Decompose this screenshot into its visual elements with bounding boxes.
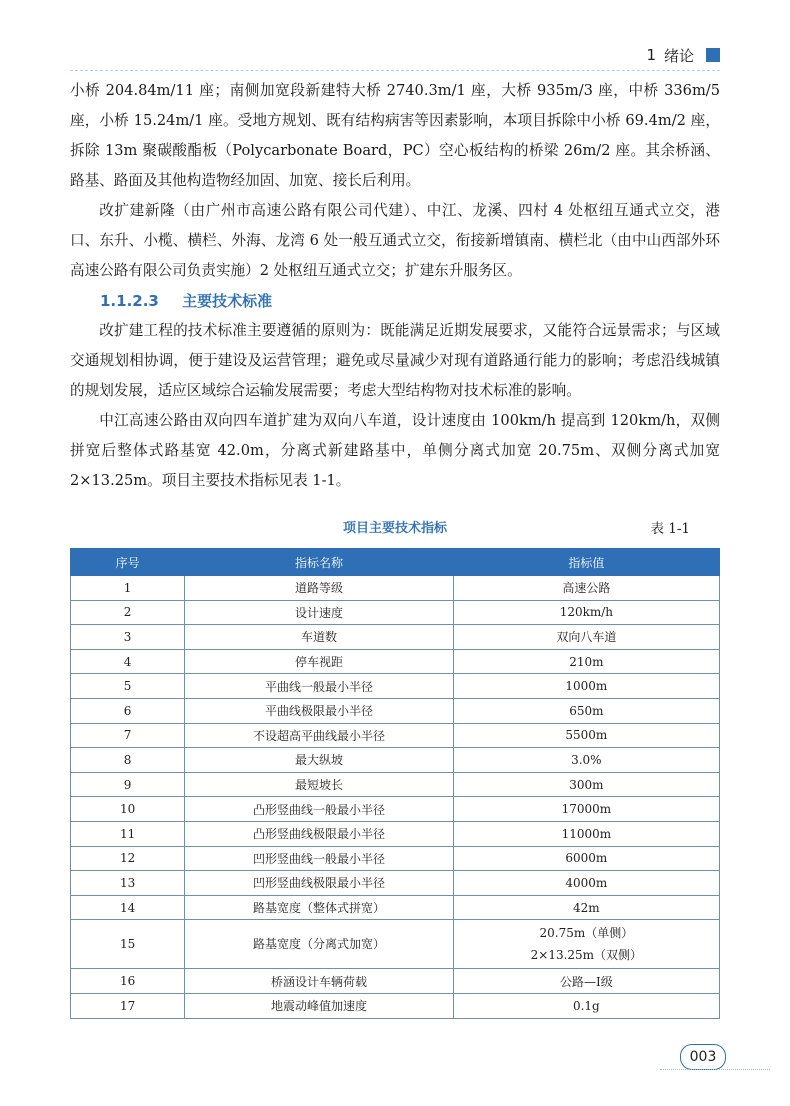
body-text xyxy=(70,76,720,496)
cell-index: 7 xyxy=(71,723,185,748)
table-row xyxy=(71,600,720,625)
cell-value: 17000m xyxy=(453,797,719,822)
cell-name: 平曲线极限最小半径 xyxy=(185,698,454,723)
cell-name: 停车视距 xyxy=(185,649,454,674)
cell-name: 最短坡长 xyxy=(185,772,454,797)
running-header xyxy=(646,44,720,66)
cell-index: 8 xyxy=(71,748,185,773)
cell-value: 高速公路 xyxy=(453,576,719,601)
cell-value: 公路—Ⅰ级 xyxy=(453,969,719,994)
cell-name: 地震动峰值加速度 xyxy=(185,993,454,1018)
header-square-icon xyxy=(706,48,720,62)
cell-index: 10 xyxy=(71,797,185,822)
cell-index: 6 xyxy=(71,698,185,723)
header-divider xyxy=(70,70,720,71)
cell-name: 平曲线一般最小半径 xyxy=(185,674,454,699)
cell-value: 11000m xyxy=(453,821,719,846)
cell-index: 14 xyxy=(71,895,185,920)
table-row xyxy=(71,969,720,994)
cell-name: 最大纵坡 xyxy=(185,748,454,773)
header-index: 序号 xyxy=(71,549,185,576)
cell-name: 凸形竖曲线极限最小半径 xyxy=(185,821,454,846)
table-caption xyxy=(70,518,720,540)
page-number: 003 xyxy=(680,1044,726,1070)
paragraph-principles: 改扩建工程的技术标准主要遵循的原则为：既能满足近期发展要求，又能符合远景需求；与区域交通规划相协调，便于建设及运营管理；避免或尽量减少对现有道路通行能力的影响；考虑沿线城镇的规划发展，适应区域综合运输发展需要；考虑大型结构物对技术标准的影响。 xyxy=(70,322,720,399)
paragraph-interchanges: 改扩建新隆（由广州市高速公路有限公司代建）、中江、龙溪、四村 4 处枢纽互通式立交，港口、东升、小榄、横栏、外海、龙湾 6 处一般互通式立交，衔接新增镇南、横栏北（由中山西部外环高速公路有限公司负责实施）2 处枢纽互通式立交；扩建东升服务区。 xyxy=(70,202,720,279)
table-row xyxy=(71,625,720,650)
cell-value: 3.0% xyxy=(453,748,719,773)
cell-index: 15 xyxy=(71,920,185,969)
cell-index: 3 xyxy=(71,625,185,650)
header-indicator-name: 指标名称 xyxy=(185,549,454,576)
table-row xyxy=(71,871,720,896)
cell-index: 12 xyxy=(71,846,185,871)
chapter-title: 绪论 xyxy=(663,46,694,65)
table-row xyxy=(71,772,720,797)
cell-value: 6000m xyxy=(453,846,719,871)
cell-name: 凸形竖曲线一般最小半径 xyxy=(185,797,454,822)
cell-value: 0.1g xyxy=(453,993,719,1018)
paragraph-expansion: 中江高速公路由双向四车道扩建为双向八车道，设计速度由 100km/h 提高到 120km/h，双侧拼宽后整体式路基宽 42.0m，分离式新建路基中，单侧分离式加宽 20.75m、双侧分离式加宽 2×13.25m。项目主要技术指标见表 1-1。 xyxy=(70,412,720,489)
table-number: 表 1-1 xyxy=(650,521,690,537)
cell-index: 5 xyxy=(71,674,185,699)
section-number: 1.1.2.3 xyxy=(100,292,159,310)
cell-value: 双向八车道 xyxy=(453,625,719,650)
cell-name: 桥涵设计车辆荷载 xyxy=(185,969,454,994)
cell-value: 42m xyxy=(453,895,719,920)
cell-index: 13 xyxy=(71,871,185,896)
header-indicator-value: 指标值 xyxy=(453,549,719,576)
table-row xyxy=(71,797,720,822)
cell-index: 11 xyxy=(71,821,185,846)
section-title: 主要技术标准 xyxy=(182,292,273,310)
table-row xyxy=(71,698,720,723)
table-row xyxy=(71,674,720,699)
cell-index: 16 xyxy=(71,969,185,994)
cell-name: 路基宽度（分离式加宽） xyxy=(185,920,454,969)
table-title: 项目主要技术指标 xyxy=(342,521,447,536)
table-row xyxy=(71,821,720,846)
table-row xyxy=(71,649,720,674)
cell-index: 4 xyxy=(71,649,185,674)
chapter-number: 1 xyxy=(646,46,656,64)
cell-value: 4000m xyxy=(453,871,719,896)
cell-name: 道路等级 xyxy=(185,576,454,601)
cell-name: 车道数 xyxy=(185,625,454,650)
section-heading xyxy=(70,286,720,316)
table-row xyxy=(71,895,720,920)
cell-name: 路基宽度（整体式拼宽） xyxy=(185,895,454,920)
cell-value-line: 20.75m（单侧） xyxy=(539,926,634,941)
footer-divider xyxy=(660,1069,770,1070)
cell-value: 650m xyxy=(453,698,719,723)
cell-index: 2 xyxy=(71,600,185,625)
cell-name: 设计速度 xyxy=(185,600,454,625)
cell-name: 不设超高平曲线最小半径 xyxy=(185,723,454,748)
table-row xyxy=(71,576,720,601)
cell-value xyxy=(453,920,719,969)
cell-name: 凹形竖曲线极限最小半径 xyxy=(185,871,454,896)
technical-indicators-table xyxy=(70,548,720,1019)
cell-value: 5500m xyxy=(453,723,719,748)
cell-value-line: 2×13.25m（双侧） xyxy=(530,948,643,963)
cell-value: 300m xyxy=(453,772,719,797)
table-row xyxy=(71,723,720,748)
table-header-row xyxy=(71,549,720,576)
cell-value: 120km/h xyxy=(453,600,719,625)
paragraph-bridges: 小桥 204.84m/11 座；南侧加宽段新建特大桥 2740.3m/1 座，大桥 935m/3 座，中桥 336m/5 座，小桥 15.24m/1 座。受地方规划、既有结构病害等因素影响，本项目拆除中小桥 69.4m/2 座，拆除 13m 聚碳酸酯板（Polycarbonate Board，PC）空心板结构的桥梁 26m/2 座。其余桥涵、路基、路面及其他构造物经加固、加宽、接长后利用。 xyxy=(70,82,720,189)
cell-index: 9 xyxy=(71,772,185,797)
cell-value: 1000m xyxy=(453,674,719,699)
cell-index: 1 xyxy=(71,576,185,601)
cell-name: 凹形竖曲线一般最小半径 xyxy=(185,846,454,871)
cell-value: 210m xyxy=(453,649,719,674)
table-row xyxy=(71,920,720,969)
cell-index: 17 xyxy=(71,993,185,1018)
table-row xyxy=(71,846,720,871)
table-row xyxy=(71,993,720,1018)
table-row xyxy=(71,748,720,773)
